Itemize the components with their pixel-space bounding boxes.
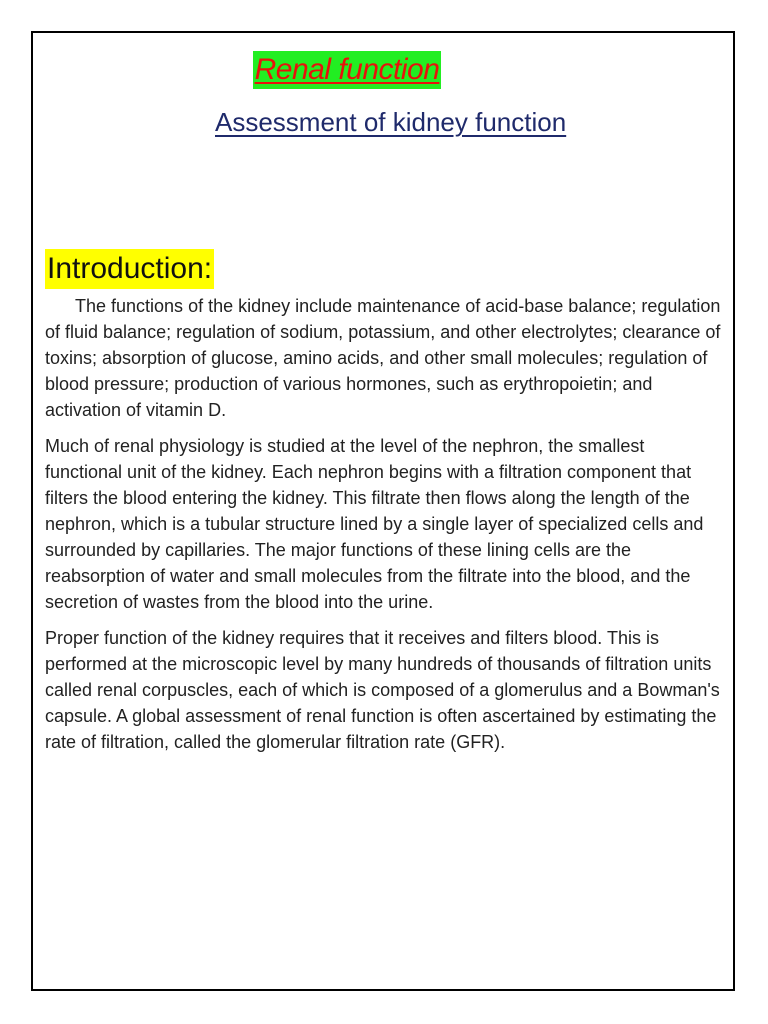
body-text	[45, 293, 725, 765]
paragraph-1: The functions of the kidney include maintenance of acid-base balance; regulation of fluid balance; regulation of sodium, potassium, and other electrolytes; clearance of toxins; absorption of glucose, amino acids, and other small molecules; regulation of blood pressure; production of various hormones, such as erythropoietin; and activation of vitamin D.	[45, 296, 721, 420]
section-heading-introduction: Introduction:	[45, 249, 214, 289]
title-container	[33, 51, 733, 89]
paragraph-2: Much of renal physiology is studied at the level of the nephron, the smallest functional unit of the kidney. Each nephron begins with a filtration component that filters the blood entering the kidney. This filtrate then flows along the length of the nephron, which is a tubular structure lined by a single layer of specialized cells and surrounded by capillaries. The major functions of these lining cells are the reabsorption of water and small molecules from the filtrate into the blood, and the secretion of wastes from the blood into the urine.	[45, 436, 704, 612]
document-page	[31, 31, 735, 991]
document-title: Renal function	[253, 51, 442, 89]
document-subtitle: Assessment of kidney function	[215, 107, 567, 137]
paragraph-3: Proper function of the kidney requires that it receives and filters blood. This is performed at the microscopic level by many hundreds of thousands of filtration units called renal corpuscles, each of which is composed of a glomerulus and a Bowman's capsule. A global assessment of renal function is often ascertained by estimating the rate of filtration, called the glomerular filtration rate (GFR).	[45, 628, 720, 752]
